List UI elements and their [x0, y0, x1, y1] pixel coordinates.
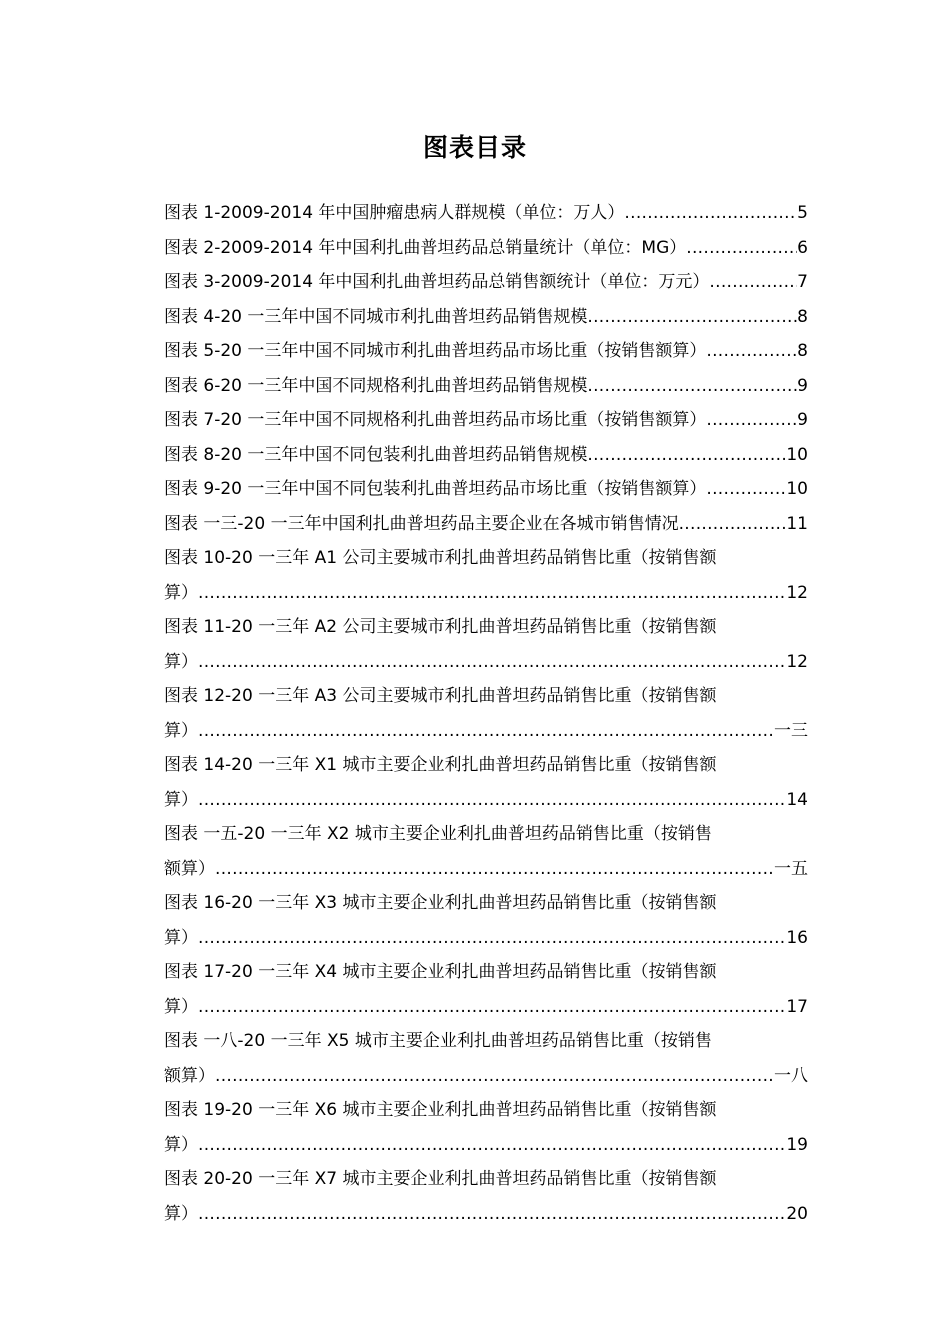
toc-entry-text: 图表 一八-20 一三年 X5 城市主要企业利扎曲普坦药品销售比重（按销售	[164, 1031, 712, 1051]
toc-entry-text: 图表 一三-20 一三年中国利扎曲普坦药品主要企业在各城市销售情况	[164, 513, 679, 534]
toc-entry[interactable]	[164, 334, 808, 369]
toc-entry-line	[164, 990, 808, 1025]
toc-entry-text: 算）	[164, 1203, 198, 1224]
dot-leader	[198, 1128, 786, 1163]
toc-entry-text: 额算）	[164, 858, 215, 879]
toc-entry-line	[164, 403, 808, 438]
dot-leader	[215, 852, 774, 887]
dot-leader	[198, 645, 786, 680]
dot-leader	[587, 369, 797, 404]
toc-entry-text: 图表 1-2009-2014 年中国肿瘤患病人群规模（单位：万人）	[164, 203, 625, 223]
toc-entry-line	[164, 1162, 808, 1197]
toc-entry-line	[164, 955, 808, 990]
toc-entry-line	[164, 610, 808, 645]
toc-entry-page-number: 一三	[774, 720, 808, 741]
toc-entry[interactable]	[164, 231, 808, 266]
dot-leader	[198, 783, 786, 818]
toc-entry-line	[164, 1128, 808, 1163]
toc-entry-line	[164, 817, 808, 852]
toc-entry[interactable]	[164, 300, 808, 335]
dot-leader	[706, 334, 797, 369]
toc-entry-text: 图表 20-20 一三年 X7 城市主要企业利扎曲普坦药品销售比重（按销售额	[164, 1169, 717, 1189]
toc-entry[interactable]	[164, 1024, 808, 1093]
dot-leader	[215, 1059, 774, 1094]
toc-entry-line	[164, 921, 808, 956]
dot-leader	[198, 921, 786, 956]
toc-entry-page-number: 9	[797, 410, 808, 430]
toc-entry-page-number: 10	[786, 479, 808, 499]
toc-entry-page-number: 10	[786, 444, 808, 465]
toc-entry-line	[164, 438, 808, 473]
toc-entry-text: 图表 17-20 一三年 X4 城市主要企业利扎曲普坦药品销售比重（按销售额	[164, 962, 717, 982]
toc-entry[interactable]	[164, 817, 808, 886]
dot-leader	[198, 714, 774, 749]
toc-entry-page-number: 一八	[774, 1065, 808, 1086]
toc-entry-text: 图表 10-20 一三年 A1 公司主要城市利扎曲普坦药品销售比重（按销售额	[164, 548, 717, 568]
toc-entry-line	[164, 1024, 808, 1059]
dot-leader	[706, 472, 786, 507]
toc-entry-text: 图表 16-20 一三年 X3 城市主要企业利扎曲普坦药品销售比重（按销售额	[164, 893, 717, 913]
toc-entry[interactable]	[164, 679, 808, 748]
toc-entry-text: 图表 12-20 一三年 A3 公司主要城市利扎曲普坦药品销售比重（按销售额	[164, 686, 717, 706]
toc-entry[interactable]	[164, 265, 808, 300]
dot-leader	[587, 438, 786, 473]
toc-entry[interactable]	[164, 955, 808, 1024]
toc-entry[interactable]	[164, 748, 808, 817]
toc-entry[interactable]	[164, 196, 808, 231]
dot-leader	[198, 1197, 786, 1232]
toc-entry-page-number: 5	[797, 203, 808, 223]
toc-entry-text: 图表 19-20 一三年 X6 城市主要企业利扎曲普坦药品销售比重（按销售额	[164, 1100, 717, 1120]
table-of-figures	[164, 196, 808, 1231]
toc-entry-page-number: 16	[786, 927, 808, 948]
toc-entry-page-number: 一五	[774, 858, 808, 879]
toc-entry-text: 图表 一五-20 一三年 X2 城市主要企业利扎曲普坦药品销售比重（按销售	[164, 824, 712, 844]
toc-entry-page-number: 11	[786, 513, 808, 534]
toc-entry-line	[164, 1197, 808, 1232]
toc-entry-text: 算）	[164, 582, 198, 603]
toc-entry[interactable]	[164, 403, 808, 438]
toc-entry-text: 算）	[164, 651, 198, 672]
toc-entry-line	[164, 196, 808, 231]
toc-entry-page-number: 20	[786, 1203, 808, 1224]
toc-entry-line	[164, 541, 808, 576]
toc-entry[interactable]	[164, 610, 808, 679]
toc-entry-text: 算）	[164, 927, 198, 948]
toc-entry-line	[164, 300, 808, 335]
dot-leader	[624, 196, 797, 231]
dot-leader	[198, 990, 786, 1025]
toc-entry-line	[164, 748, 808, 783]
dot-leader	[706, 403, 797, 438]
toc-entry-page-number: 8	[797, 341, 808, 361]
toc-entry[interactable]	[164, 886, 808, 955]
toc-entry-text: 图表 3-2009-2014 年中国利扎曲普坦药品总销售额统计（单位：万元）	[164, 272, 710, 292]
toc-entry-page-number: 9	[797, 375, 808, 396]
toc-entry-text: 算）	[164, 720, 198, 741]
toc-entry-page-number: 14	[786, 789, 808, 810]
toc-entry-line	[164, 472, 808, 507]
toc-entry[interactable]	[164, 541, 808, 610]
toc-entry-line	[164, 231, 808, 266]
toc-entry-text: 图表 7-20 一三年中国不同规格利扎曲普坦药品市场比重（按销售额算）	[164, 410, 707, 430]
toc-entry[interactable]	[164, 438, 808, 473]
toc-entry-line	[164, 1059, 808, 1094]
toc-entry-page-number: 12	[786, 651, 808, 672]
dot-leader	[709, 265, 797, 300]
toc-entry[interactable]	[164, 1162, 808, 1231]
toc-entry[interactable]	[164, 472, 808, 507]
toc-entry-line	[164, 645, 808, 680]
toc-entry-page-number: 17	[786, 996, 808, 1017]
toc-entry-page-number: 7	[797, 272, 808, 292]
toc-entry-line	[164, 576, 808, 611]
toc-entry[interactable]	[164, 1093, 808, 1162]
dot-leader	[686, 231, 797, 266]
toc-entry-text: 图表 5-20 一三年中国不同城市利扎曲普坦药品市场比重（按销售额算）	[164, 341, 707, 361]
toc-entry-line	[164, 714, 808, 749]
toc-entry-text: 图表 11-20 一三年 A2 公司主要城市利扎曲普坦药品销售比重（按销售额	[164, 617, 717, 637]
toc-entry-line	[164, 507, 808, 542]
toc-entry-text: 图表 8-20 一三年中国不同包装利扎曲普坦药品销售规模	[164, 444, 588, 465]
toc-entry-page-number: 8	[797, 306, 808, 327]
toc-entry-text: 图表 6-20 一三年中国不同规格利扎曲普坦药品销售规模	[164, 375, 588, 396]
dot-leader	[198, 576, 786, 611]
toc-entry[interactable]	[164, 369, 808, 404]
toc-entry-text: 算）	[164, 996, 198, 1017]
toc-entry-text: 图表 4-20 一三年中国不同城市利扎曲普坦药品销售规模	[164, 306, 588, 327]
toc-entry-line	[164, 886, 808, 921]
toc-entry-text: 算）	[164, 789, 198, 810]
toc-entry-line	[164, 369, 808, 404]
page-title: 图表目录	[422, 133, 527, 162]
toc-entry-text: 图表 2-2009-2014 年中国利扎曲普坦药品总销量统计（单位：MG）	[164, 237, 687, 258]
dot-leader	[679, 507, 787, 542]
toc-entry-line	[164, 783, 808, 818]
dot-leader	[587, 300, 797, 335]
toc-entry-line	[164, 265, 808, 300]
toc-entry-line	[164, 679, 808, 714]
toc-entry-text: 额算）	[164, 1065, 215, 1086]
toc-entry[interactable]	[164, 507, 808, 542]
toc-entry-text: 算）	[164, 1134, 198, 1155]
toc-entry-line	[164, 1093, 808, 1128]
toc-entry-line	[164, 334, 808, 369]
toc-entry-text: 图表 9-20 一三年中国不同包装利扎曲普坦药品市场比重（按销售额算）	[164, 479, 707, 499]
toc-entry-line	[164, 852, 808, 887]
toc-entry-page-number: 19	[786, 1134, 808, 1155]
toc-entry-page-number: 12	[786, 582, 808, 603]
toc-entry-text: 图表 14-20 一三年 X1 城市主要企业利扎曲普坦药品销售比重（按销售额	[164, 755, 717, 775]
toc-entry-page-number: 6	[797, 237, 808, 258]
